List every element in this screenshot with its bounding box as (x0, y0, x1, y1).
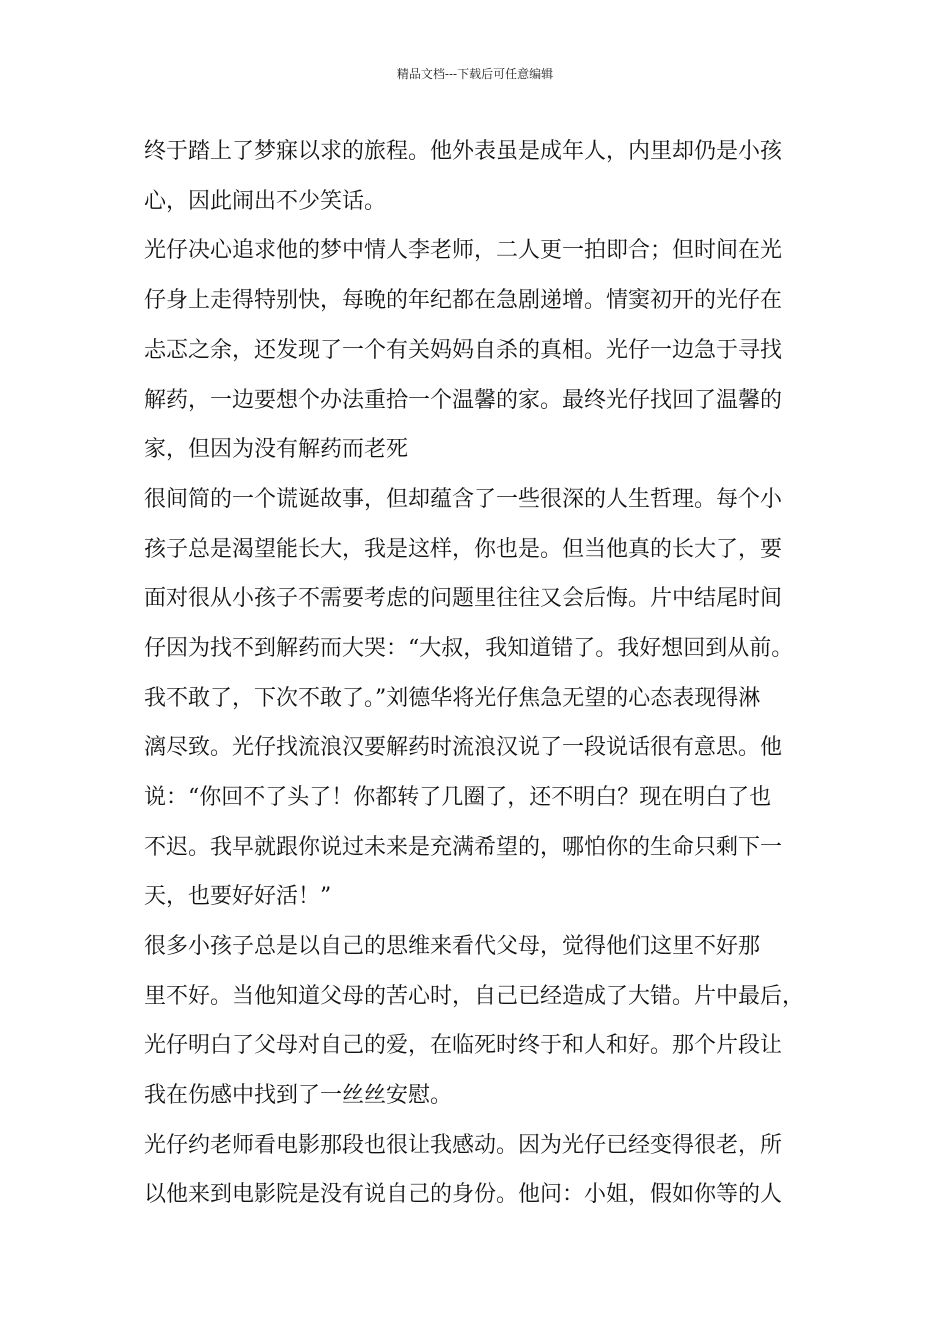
text-line: 仔身上走得特别快，每晚的年纪都在急剧递增。情窦初开的光仔在 (144, 288, 783, 313)
text-line: 很多小孩子总是以自己的思维来看代父母，觉得他们这里不好那 (144, 934, 761, 959)
text-line: 我不敢了，下次不敢了。”刘德华将光仔焦急无望的心态表现得淋 (144, 686, 761, 711)
text-line: 心，因此闹出不少笑话。 (144, 189, 387, 214)
text-line: 解药，一边要想个办法重拾一个温馨的家。最终光仔找回了温馨的 (144, 388, 783, 413)
page-header: 精品文档---下载后可任意编辑 (396, 67, 554, 81)
text-line: 很间简的一个谎诞故事，但却蕴含了一些很深的人生哲理。每个小 (144, 487, 783, 512)
text-line: 光仔明白了父母对自己的爱，在临死时终于和人和好。那个片段让 (144, 1033, 783, 1058)
text-line: 光仔决心追求他的梦中情人李老师，二人更一拍即合；但时间在光 (144, 238, 783, 263)
text-line: 说：“你回不了头了！你都转了几圈了，还不明白？现在明白了也 (144, 785, 772, 810)
text-line: 家，但因为没有解药而老死 (144, 437, 409, 462)
text-line: 里不好。当他知道父母的苦心时，自己已经造成了大错。片中最后， (144, 984, 805, 1009)
text-line: 我在伤感中找到了一丝丝安慰。 (144, 1083, 453, 1108)
text-line: 以他来到电影院是没有说自己的身份。他问：小姐，假如你等的人 (144, 1182, 783, 1207)
text-line: 面对很从小孩子不需要考虑的问题里往往又会后悔。片中结尾时间 (144, 586, 783, 611)
text-line: 仔因为找不到解药而大哭：“大叔，我知道错了。我好想回到从前。 (144, 636, 794, 661)
text-line: 忐忑之余，还发现了一个有关妈妈自杀的真相。光仔一边急于寻找 (144, 338, 783, 363)
text-line: 漓尽致。光仔找流浪汉要解药时流浪汉说了一段说话很有意思。他 (144, 735, 783, 760)
text-line: 终于踏上了梦寐以求的旅程。他外表虽是成年人，内里却仍是小孩 (144, 139, 783, 164)
text-line: 孩子总是渴望能长大，我是这样，你也是。但当他真的长大了，要 (144, 537, 783, 562)
text-line: 不迟。我早就跟你说过未来是充满希望的，哪怕你的生命只剩下一 (144, 835, 783, 860)
text-line: 光仔约老师看电影那段也很让我感动。因为光仔已经变得很老，所 (144, 1133, 783, 1158)
text-line: 天，也要好好活！” (144, 884, 332, 909)
